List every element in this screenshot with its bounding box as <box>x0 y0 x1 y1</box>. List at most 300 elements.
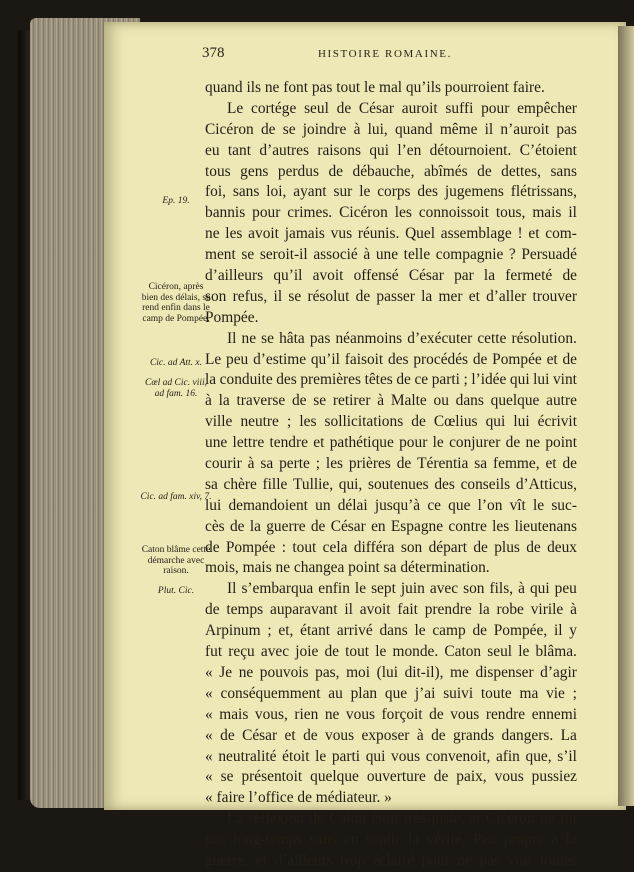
text-line <box>205 600 577 621</box>
word: seul <box>487 643 513 661</box>
text-line: « faire l’office de médiateur. » <box>205 789 392 807</box>
text-line <box>205 767 577 788</box>
word: le <box>533 496 545 514</box>
word: avoit <box>312 267 344 285</box>
word: La <box>560 726 577 744</box>
text-line <box>205 475 577 496</box>
word: monde. <box>392 643 439 661</box>
word: de <box>396 371 411 389</box>
word: de <box>328 162 343 180</box>
word: les <box>299 413 317 431</box>
word: qu’il <box>273 267 303 285</box>
word: le <box>359 183 371 201</box>
word: (lui <box>376 663 398 681</box>
word: d’ailleurs <box>205 267 264 285</box>
word: qui <box>509 371 530 389</box>
word: compagnie <box>435 246 504 264</box>
word: le <box>414 622 426 640</box>
word: connoissoit <box>418 204 489 222</box>
word: Le <box>227 99 244 117</box>
word: par <box>454 267 474 285</box>
word: fille <box>262 475 288 493</box>
word: sept <box>371 580 396 598</box>
word: Caton <box>329 810 366 828</box>
word: au <box>328 684 343 702</box>
text-line <box>205 141 577 162</box>
word: avoit <box>248 225 279 243</box>
word: tout <box>292 538 317 556</box>
word: le <box>432 434 444 452</box>
word: fut <box>205 643 223 661</box>
word: d’agir <box>540 663 577 681</box>
word: délai <box>337 496 368 514</box>
word: de <box>411 413 426 431</box>
word: vît <box>509 496 526 514</box>
word: la <box>407 831 419 849</box>
word: à <box>416 726 424 744</box>
text-line <box>205 391 577 412</box>
word: Cicéron <box>205 120 254 138</box>
text-line <box>205 245 577 266</box>
word: présentoit <box>241 768 303 786</box>
word: son <box>205 287 227 305</box>
word: dangers. <box>501 726 554 744</box>
word: ; <box>286 413 292 431</box>
word: voir <box>507 851 533 869</box>
word: ne <box>539 810 555 828</box>
word: ayant <box>293 183 327 201</box>
word: auroit <box>401 99 438 117</box>
text-line: Pompée. <box>205 308 259 326</box>
text-line <box>205 809 577 830</box>
word: temps <box>226 601 264 619</box>
word: qui <box>529 580 550 598</box>
word: de <box>229 517 245 535</box>
word: vous <box>325 726 355 744</box>
text-line <box>205 350 577 371</box>
word: enfin <box>318 580 350 598</box>
word: ce <box>414 371 429 389</box>
word: vie <box>546 684 565 702</box>
word: et <box>313 434 325 452</box>
word: il <box>568 204 577 222</box>
word: moi <box>346 663 371 681</box>
word: les <box>492 517 510 535</box>
word: s’embarqua <box>241 580 314 598</box>
word: tout <box>345 643 370 661</box>
word: de <box>429 705 444 723</box>
word: de <box>310 517 326 535</box>
word: « <box>205 705 213 723</box>
word: trouver <box>532 287 577 305</box>
word: César <box>358 99 394 117</box>
word: lui <box>513 413 530 431</box>
word: lui <box>533 371 550 389</box>
word: mais <box>219 705 249 723</box>
word: empêcher <box>517 99 577 117</box>
word: Je <box>219 663 233 681</box>
word: qui, <box>338 475 363 493</box>
word: loi, <box>266 183 287 201</box>
word: Térentia <box>417 455 469 473</box>
word: de <box>291 392 307 410</box>
word: sans <box>550 162 577 180</box>
word: l’en <box>397 141 422 159</box>
word: associé <box>313 246 358 264</box>
word: chère <box>223 475 257 493</box>
word: sa <box>474 455 488 473</box>
text-line <box>205 621 577 642</box>
word: Pompée, <box>493 622 548 640</box>
word: crimes. <box>287 204 333 222</box>
word: et <box>255 851 267 869</box>
word: qui <box>365 747 386 765</box>
word: pas <box>479 851 501 869</box>
word: la <box>421 287 433 305</box>
word: juin <box>400 580 425 598</box>
word: départ <box>428 538 468 556</box>
text-line <box>205 287 577 308</box>
word: guerre <box>266 517 306 535</box>
word: seroit-il <box>259 246 308 264</box>
word: suc- <box>551 496 577 514</box>
word: telle <box>403 246 431 264</box>
word: avec <box>260 643 290 661</box>
word: ennemi <box>531 705 577 723</box>
word: ? <box>508 246 516 264</box>
word: sans <box>309 831 337 849</box>
word: l’idée <box>471 371 507 389</box>
word: peu <box>554 580 577 598</box>
text-line <box>205 120 577 141</box>
word: bannis <box>205 204 246 222</box>
word: ville <box>205 413 233 431</box>
word: vus <box>330 225 353 243</box>
margin-note: Ep. 19. <box>162 196 190 206</box>
word: eu <box>205 141 220 159</box>
word: et <box>528 225 540 243</box>
text-line <box>205 642 577 663</box>
word: corps <box>377 183 411 201</box>
word: à <box>205 392 212 410</box>
word: écrivit <box>537 413 577 431</box>
word: la <box>218 392 230 410</box>
word: ; <box>315 455 321 473</box>
word: lui <box>205 496 222 514</box>
word: autre <box>546 392 577 410</box>
word: sentir <box>366 831 401 849</box>
word: à <box>377 392 385 410</box>
word: paix, <box>456 768 487 786</box>
word: ! <box>517 225 523 243</box>
text-line <box>205 579 577 600</box>
word: rien <box>294 705 319 723</box>
text-line <box>205 496 577 517</box>
word: fermeté <box>505 267 553 285</box>
word: ; <box>267 622 272 640</box>
word: cortége <box>251 99 297 117</box>
word: faisoit <box>344 350 384 368</box>
word: exposer <box>361 726 410 744</box>
word: que <box>448 496 471 514</box>
word: très-juste, <box>403 810 465 828</box>
margin-note: Cœl ad Cic. viii, ad fam. 16. <box>144 378 207 399</box>
text-line: quand ils ne font pas tout le mal qu’ils pourroient faire. <box>205 79 545 96</box>
word: pour <box>252 204 281 222</box>
word: différa <box>353 538 395 556</box>
word: à <box>247 455 255 473</box>
word: sa <box>260 455 274 473</box>
word: de <box>205 538 220 556</box>
word: il <box>344 601 353 619</box>
word: afin <box>495 747 520 765</box>
word: ment <box>205 246 236 264</box>
word: le <box>375 643 387 661</box>
word: tous <box>205 162 231 180</box>
text-line <box>205 182 577 203</box>
word: peu <box>226 350 249 368</box>
word: à <box>363 246 371 264</box>
word: point <box>545 434 577 452</box>
word: à <box>353 120 361 138</box>
word: Espagne <box>390 517 444 535</box>
word: César <box>242 726 278 744</box>
word: ou <box>433 392 449 410</box>
word: passer <box>376 287 415 305</box>
word: arrivé <box>336 622 373 640</box>
word: dispenser <box>475 663 534 681</box>
word: retirer <box>332 392 371 410</box>
word: fut <box>559 810 577 828</box>
text-line <box>205 454 577 475</box>
word: se <box>241 246 255 264</box>
word: il <box>484 120 494 138</box>
word: se <box>261 329 274 347</box>
word: pas <box>309 329 331 347</box>
word: de <box>431 726 446 744</box>
word: ; <box>463 371 468 389</box>
word: pour <box>399 434 428 452</box>
word: raisons <box>317 141 361 159</box>
word: ne <box>457 851 472 869</box>
word: à <box>570 601 577 619</box>
running-title: HISTOIRE ROMAINE. <box>318 48 452 60</box>
word: s’il <box>557 747 577 765</box>
text-line <box>205 266 577 287</box>
word: détournoient. <box>429 141 512 159</box>
word: rendre <box>485 705 526 723</box>
word: pussiez <box>531 768 577 786</box>
word: jusqu’à <box>374 496 421 514</box>
margin-note: Cic. ad fam. xiv, 7. <box>140 492 212 502</box>
word: Persuadé <box>521 246 577 264</box>
word: de <box>260 120 276 138</box>
word: des <box>388 350 409 368</box>
text-line <box>205 663 577 684</box>
word: neutre <box>240 413 279 431</box>
word: et <box>469 810 481 828</box>
word: camp <box>432 622 466 640</box>
word: se <box>282 120 296 138</box>
word: plan <box>350 684 378 702</box>
word: que, <box>525 747 552 765</box>
word: forçoit <box>381 705 423 723</box>
word: cela <box>322 538 348 556</box>
word: d’estime <box>253 350 307 368</box>
text-line <box>205 684 577 705</box>
word: se <box>288 287 302 305</box>
word: ouverture <box>366 768 426 786</box>
word: réunis. <box>357 225 400 243</box>
word: Cœlius <box>433 413 478 431</box>
word: flétrissans, <box>510 183 577 201</box>
word: de <box>220 726 235 744</box>
word: Caton <box>444 643 482 661</box>
word: de <box>355 287 371 305</box>
word: en <box>371 517 386 535</box>
word: dans <box>379 622 408 640</box>
word: fils, <box>489 580 514 598</box>
word: à <box>551 831 559 849</box>
word: hâta <box>279 329 305 347</box>
margin-note: Caton blâme cette démarche avec raison. <box>141 545 211 577</box>
word: de <box>433 768 449 786</box>
text-line <box>205 830 577 851</box>
word: jamais <box>284 225 325 243</box>
word: étant <box>300 622 331 640</box>
word: même <box>439 120 478 138</box>
word: d’aller <box>486 287 527 305</box>
margin-note: Plut. Cic. <box>157 586 195 596</box>
word: lui, <box>367 120 388 138</box>
word: n’auroit <box>500 120 550 138</box>
text-line <box>205 224 577 245</box>
text-line <box>205 538 577 559</box>
word: les <box>325 455 344 473</box>
word: ne <box>525 434 541 452</box>
word: pour <box>421 851 450 869</box>
word: Il <box>227 580 237 598</box>
word: César <box>408 267 444 285</box>
word: suffi <box>445 99 474 117</box>
word: la <box>478 601 490 619</box>
word: à <box>518 580 525 598</box>
word: des <box>276 371 297 389</box>
word: vérité. <box>426 831 466 849</box>
word: convenoit, <box>425 747 491 765</box>
word: parti <box>431 371 460 389</box>
word: de <box>205 601 220 619</box>
word: conseils <box>460 475 511 493</box>
word: pas <box>205 831 226 849</box>
word: refus, <box>232 287 268 305</box>
word: débauche, <box>352 162 415 180</box>
word: un <box>315 496 331 514</box>
word: cette <box>477 329 507 347</box>
word: réflexion <box>248 810 305 828</box>
word: conduite <box>219 371 273 389</box>
text-line <box>205 433 577 454</box>
word: le <box>354 580 367 598</box>
word: vous <box>391 747 421 765</box>
text-line <box>205 726 577 747</box>
word: com- <box>545 225 577 243</box>
word: étoit <box>371 810 399 828</box>
word: lettre <box>232 434 265 452</box>
word: la <box>249 517 261 535</box>
word: d’exécuter <box>407 329 473 347</box>
word: « <box>205 663 213 681</box>
word: dettes, <box>501 162 541 180</box>
word: en <box>344 831 359 849</box>
word: jugemens <box>444 183 504 201</box>
word: des <box>434 475 455 493</box>
word: soutenues <box>367 475 429 493</box>
word: de <box>562 455 577 473</box>
word: conjurer <box>449 434 501 452</box>
word: mer <box>438 287 463 305</box>
word: Malte <box>390 392 427 410</box>
word: guerre, <box>205 851 249 869</box>
word: de <box>336 99 352 117</box>
word: quand <box>394 120 433 138</box>
word: pas, <box>315 663 340 681</box>
word: femme, <box>493 455 540 473</box>
word: procédés <box>413 350 469 368</box>
word: Pompée <box>225 538 276 556</box>
word: Arpinum <box>205 622 261 640</box>
word: tant <box>227 141 251 159</box>
text-line <box>205 203 577 224</box>
margin-note: Cicéron, après bien des délais, se rend enfin dans le camp de Pompée. <box>141 282 211 324</box>
text-line <box>205 329 577 350</box>
word: vint <box>552 371 577 389</box>
margin-note: Cic. ad Att. x. <box>149 358 203 368</box>
word: Le <box>205 350 222 368</box>
word: une <box>205 434 228 452</box>
word: sollicitations <box>324 413 404 431</box>
word: premières <box>300 371 362 389</box>
word: ne <box>238 663 254 681</box>
word: lieutenans <box>514 517 577 535</box>
word: parti <box>331 747 361 765</box>
word: et, <box>278 622 294 640</box>
word: étoit <box>282 747 310 765</box>
word: neutralité <box>218 747 277 765</box>
word: ; <box>572 684 577 702</box>
word: de <box>562 267 577 285</box>
word: pour <box>481 99 510 117</box>
word: vous <box>494 768 524 786</box>
word: prières <box>348 455 391 473</box>
word: le <box>315 747 327 765</box>
word: tous, <box>495 204 526 222</box>
word: pathétique <box>329 434 394 452</box>
word: la <box>483 267 496 285</box>
word: vous <box>450 705 480 723</box>
word: C’étoient <box>519 141 577 159</box>
word: d’autres <box>259 141 309 159</box>
word: ce <box>427 496 441 514</box>
word: perte <box>279 455 310 473</box>
word: Tullie, <box>293 475 334 493</box>
word: avec <box>429 580 459 598</box>
word: des <box>417 183 438 201</box>
word: courir <box>205 455 242 473</box>
word: j’ai <box>414 684 436 702</box>
word: toutes <box>540 851 577 869</box>
word: blâma. <box>535 643 577 661</box>
